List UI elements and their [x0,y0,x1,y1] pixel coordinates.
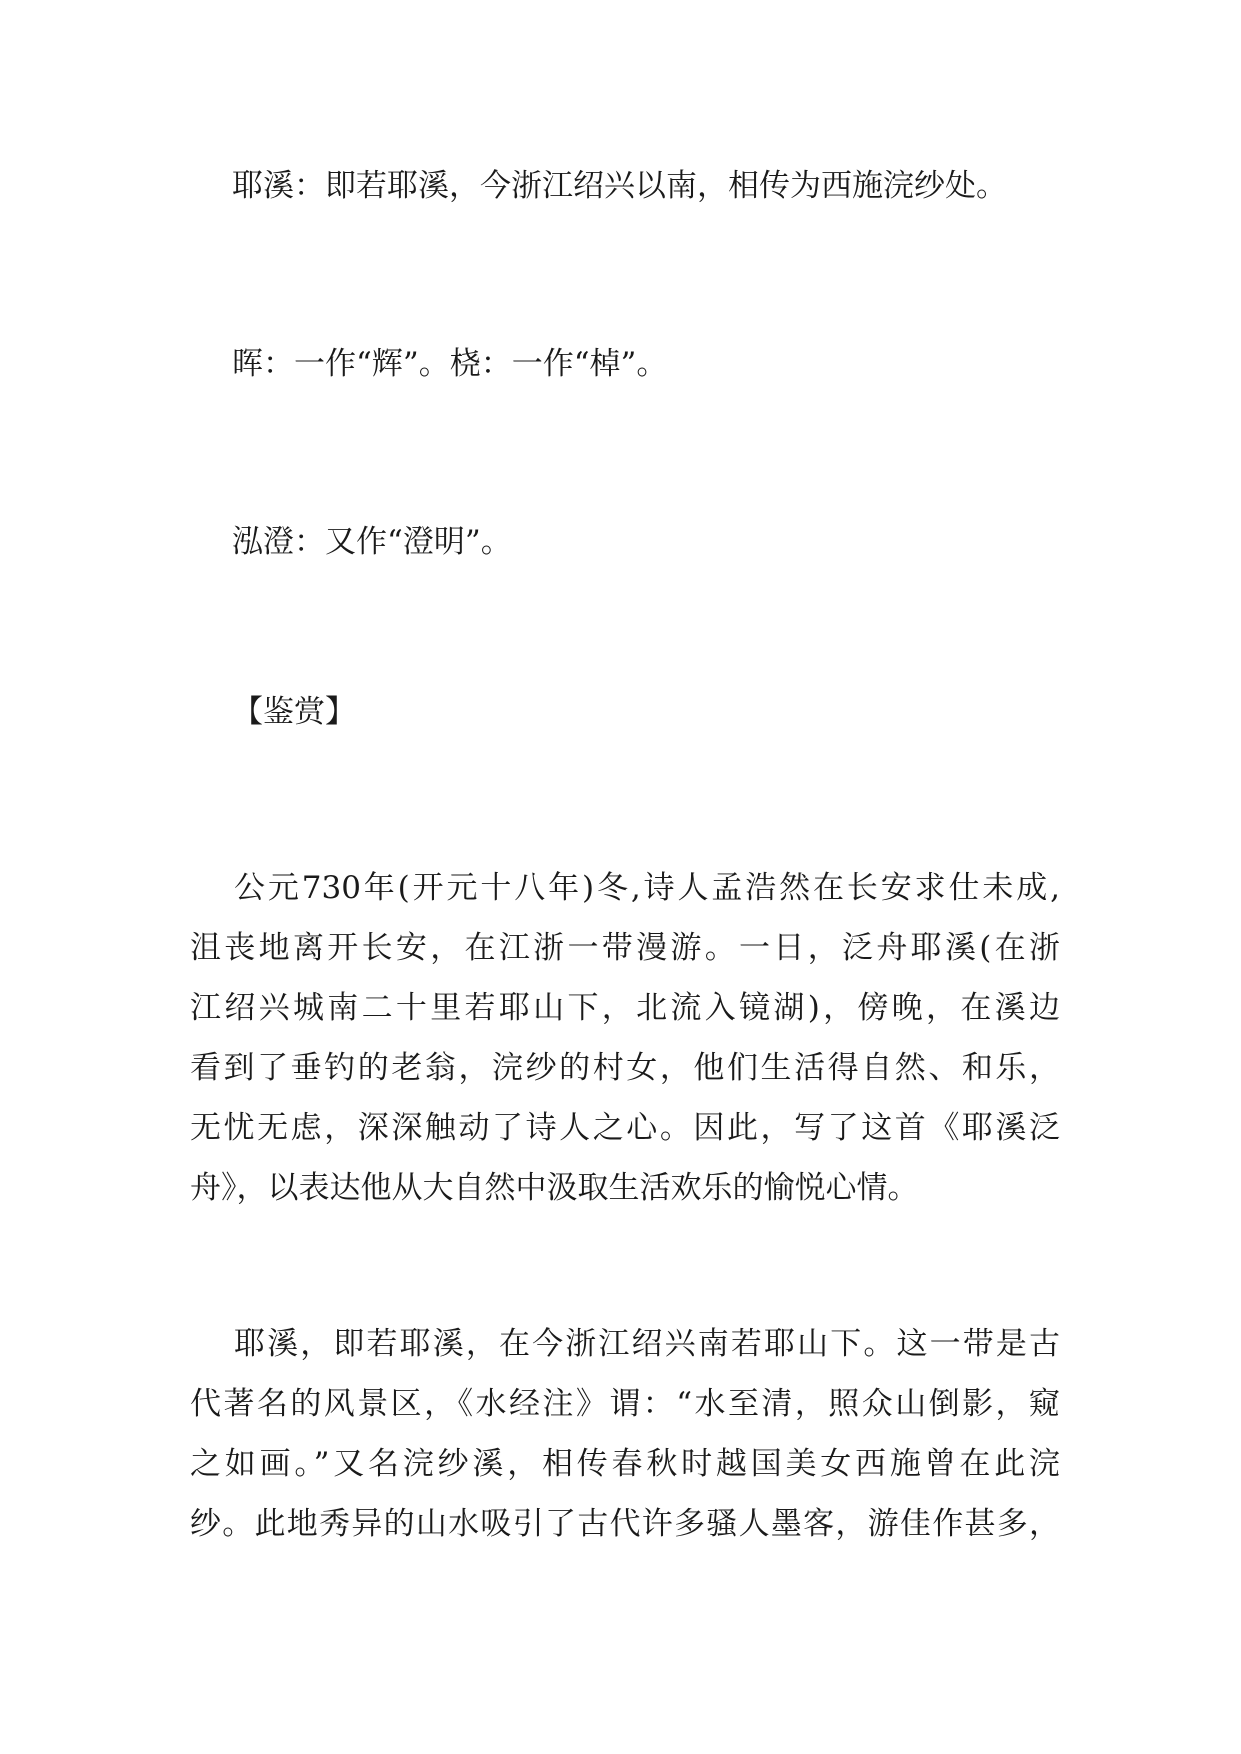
paragraph-yexi-description [190,1314,1060,1554]
paragraph-line: 公元730年(开元十八年)冬,诗人孟浩然在长安求仕未成, [234,870,1060,906]
section-heading: 【鉴赏】 [232,694,356,730]
note-yexi: 耶溪：即若耶溪，今浙江绍兴以南，相传为西施浣纱处。 [232,168,1007,204]
paragraph-line: 沮丧地离开长安，在江浙一带漫游。一日，泛舟耶溪(在浙 [190,930,1060,966]
note-hui: 晖：一作“辉”。桡：一作“棹”。 [232,346,668,382]
note-hongcheng: 泓澄：又作“澄明”。 [232,524,512,560]
paragraph-line: 纱。此地秀异的山水吸引了古代许多骚人墨客，游佳作甚多， [190,1506,1060,1542]
paragraph-line: 之如画。”又名浣纱溪，相传春秋时越国美女西施曾在此浣 [190,1446,1060,1482]
paragraph-line: 看到了垂钓的老翁，浣纱的村女，他们生活得自然、和乐， [190,1050,1060,1086]
paragraph-line: 舟》，以表达他从大自然中汲取生活欢乐的愉悦心情。 [190,1170,919,1206]
paragraph-line: 无忧无虑，深深触动了诗人之心。因此，写了这首《耶溪泛 [190,1110,1060,1146]
paragraph-background [190,858,1060,1218]
paragraph-line: 耶溪，即若耶溪，在今浙江绍兴南若耶山下。这一带是古 [234,1326,1060,1362]
paragraph-line: 江绍兴城南二十里若耶山下，北流入镜湖)，傍晚，在溪边 [190,990,1060,1026]
paragraph-line: 代著名的风景区，《水经注》谓：“水至清，照众山倒影，窥 [190,1386,1060,1422]
